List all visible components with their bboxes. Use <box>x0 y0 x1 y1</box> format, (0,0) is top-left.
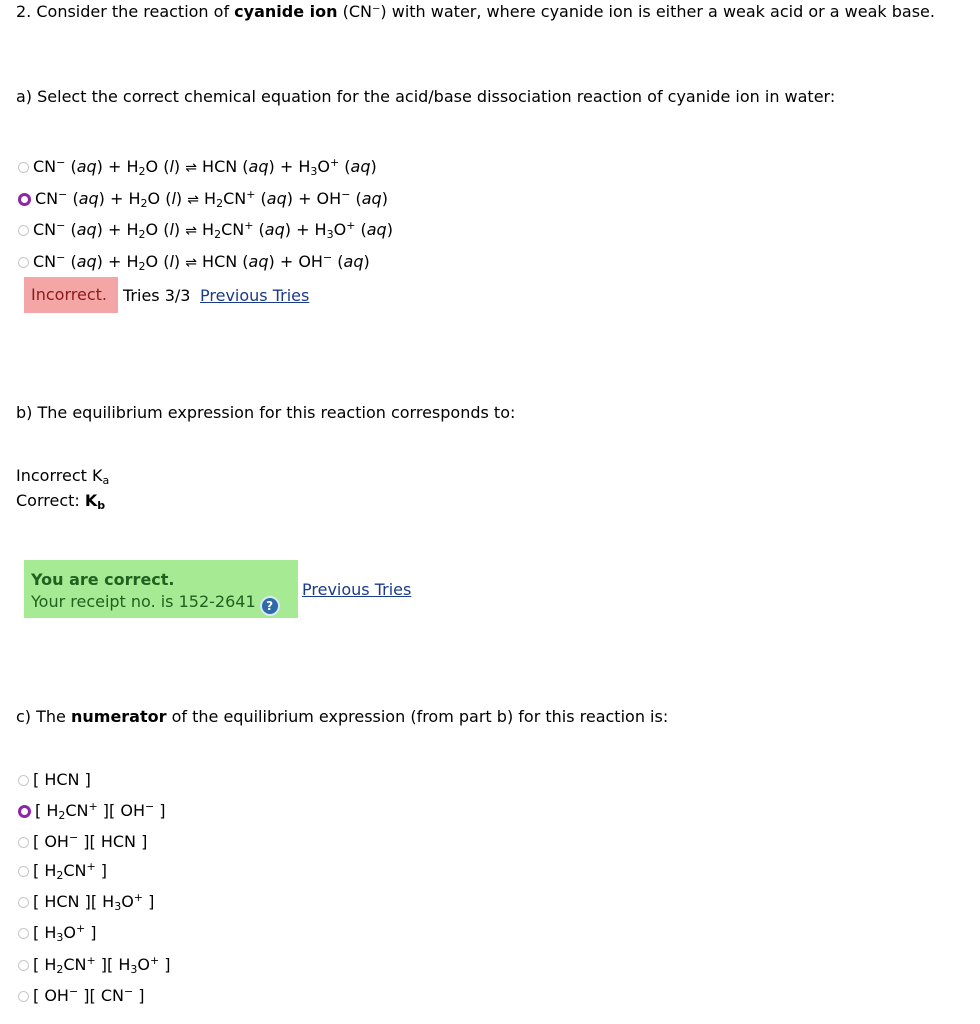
part-a-tries: Tries 3/3 <box>123 286 191 305</box>
part-c-prompt: c) The numerator of the equilibrium expression (from part b) for this reaction is: <box>16 707 669 726</box>
radio-button[interactable] <box>18 897 29 908</box>
part-c-option-6[interactable]: [ $H_3O^+$ ] <box>18 922 97 944</box>
radio-button[interactable] <box>18 960 29 971</box>
radio-button[interactable] <box>18 837 29 848</box>
part-c-option-1[interactable]: [ HCN ] <box>18 770 91 789</box>
part-c-option-8[interactable]: [ OH− ][ CN− ] <box>18 985 145 1005</box>
radio-button[interactable] <box>18 991 29 1002</box>
part-c-option-7[interactable]: [ $H_2CN^+$ ][ $H_3O^+$ ] <box>18 954 171 976</box>
part-a-option-3[interactable]: CN− $(aq) + H_2O$ (l) ⇌ $H_2CN^+$ $(aq) + H_3O^+$ (aq) <box>18 219 393 241</box>
incorrect-feedback-badge: Incorrect. <box>24 277 118 313</box>
radio-button-selected[interactable] <box>18 193 31 206</box>
correct-status: You are correct. <box>31 570 175 589</box>
part-c-option-5[interactable]: [ HCN ][ $H_3O^+$ ] <box>18 891 154 913</box>
question-title: 2. Consider the reaction of cyanide ion (CN⁻) with water, where cyanide ion is either a weak acid or a weak base. <box>16 2 935 21</box>
receipt-line: Your receipt no. is 152-2641 ? <box>31 591 298 616</box>
radio-button[interactable] <box>18 928 29 939</box>
previous-tries-link-a[interactable]: Previous Tries <box>200 286 310 305</box>
radio-button[interactable] <box>18 257 29 268</box>
part-c-option-3[interactable]: [ OH− ][ HCN ] <box>18 831 147 851</box>
radio-button[interactable] <box>18 866 29 877</box>
radio-button-selected[interactable] <box>18 805 31 818</box>
radio-button[interactable] <box>18 225 29 236</box>
correct-answer: Correct: $K_b$ <box>16 491 106 512</box>
radio-button[interactable] <box>18 162 29 173</box>
part-a-option-4[interactable]: CN− $(aq) + H_2O$ (l) ⇌ HCN (aq) + OH− (aq) <box>18 251 370 273</box>
help-icon[interactable]: ? <box>260 596 280 616</box>
part-a-option-2[interactable]: CN− $(aq) + H_2O$ (l) ⇌ $H_2CN^+$ (aq) + OH− (aq) <box>18 188 388 210</box>
correct-feedback-box <box>24 560 298 618</box>
previous-tries-link-b[interactable]: Previous Tries <box>302 580 412 599</box>
part-b-prompt: b) The equilibrium expression for this reaction corresponds to: <box>16 403 516 422</box>
incorrect-answer: Incorrect $K_a$ <box>16 466 110 487</box>
part-a-option-1[interactable]: CN− $(aq) + H_2O$ (l) ⇌ HCN $(aq) + H_3O^+$ (aq) <box>18 156 377 178</box>
part-a-prompt: a) Select the correct chemical equation for the acid/base dissociation reaction of cyanide ion in water: <box>16 87 836 106</box>
part-c-option-4[interactable]: [ $H_2CN^+$ ] <box>18 860 107 882</box>
radio-button[interactable] <box>18 775 29 786</box>
part-c-option-2[interactable]: [ $H_2CN^+$ ][ OH− ] <box>18 800 166 822</box>
